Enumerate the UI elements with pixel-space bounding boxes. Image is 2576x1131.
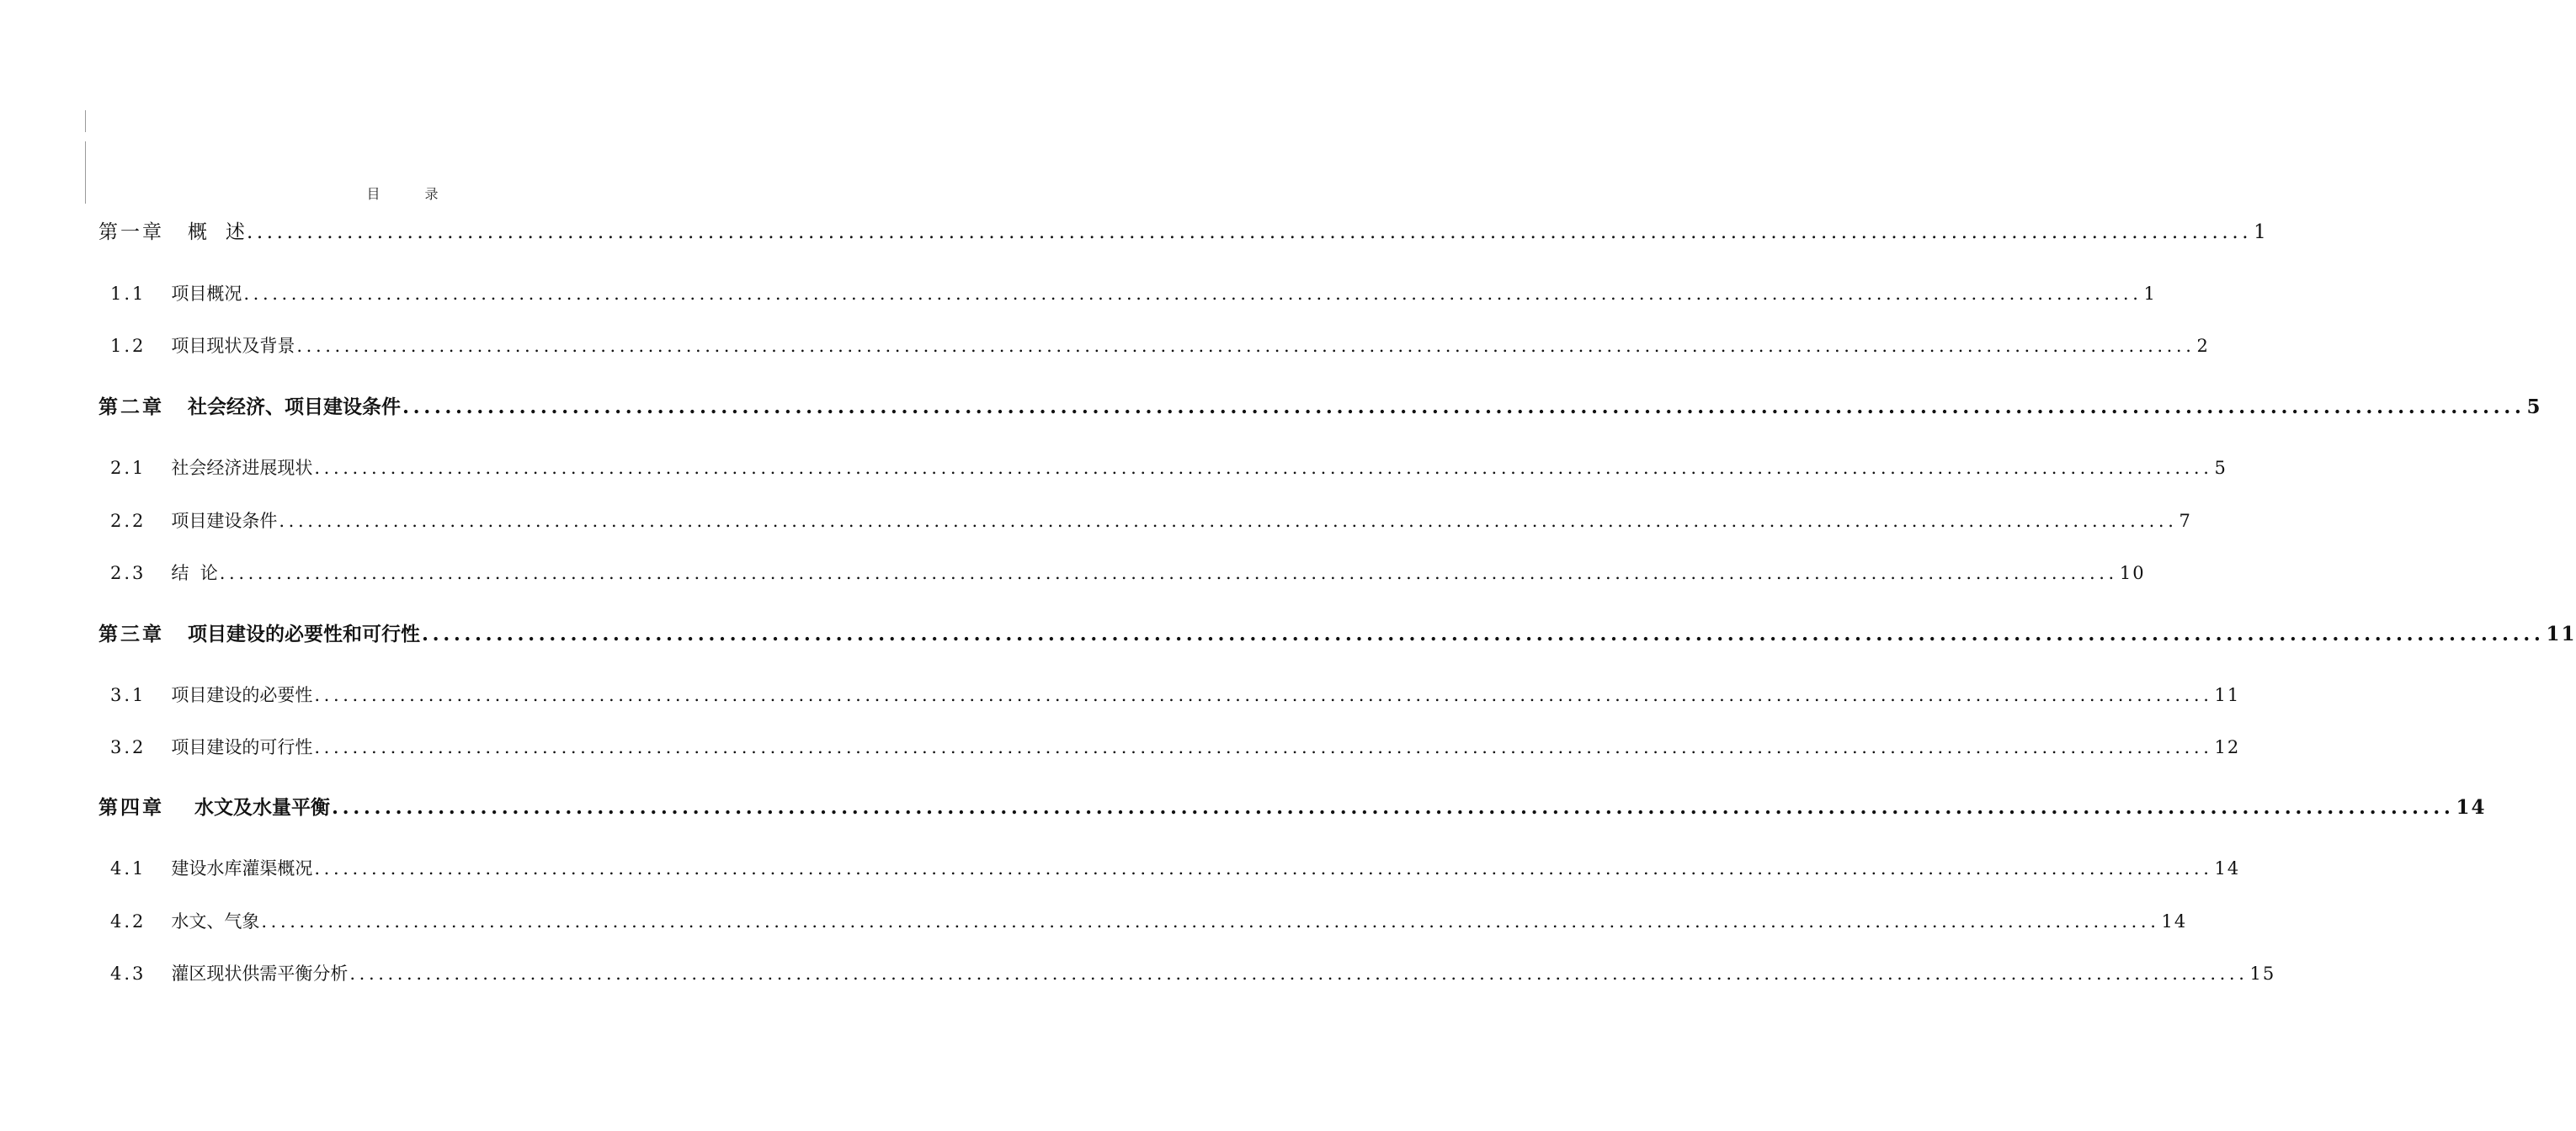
toc-entry-page: 14	[2161, 911, 2188, 932]
toc-entry-page: 1	[2254, 221, 2268, 243]
toc-leader-dots: ........................................................................................................................................................................................................	[296, 336, 2195, 356]
toc-entry-title: 灌区现状供需平衡分析	[171, 964, 349, 984]
toc-leader-dots: ........................................................................................................................................................................................................	[402, 396, 2525, 418]
toc-entry[interactable]	[98, 794, 2487, 822]
toc-entry[interactable]	[98, 454, 2227, 482]
toc-entry[interactable]	[98, 559, 2146, 587]
toc-entry-number: 第三章	[98, 623, 164, 645]
toc-leader-dots: ........................................................................................................................................................................................................	[279, 511, 2178, 531]
toc-entry-number: 4.3	[110, 964, 146, 984]
toc-leader-dots: ........................................................................................................................................................................................................	[314, 737, 2213, 757]
toc-entry-title: 结 论	[171, 563, 218, 583]
toc-entry[interactable]	[98, 507, 2192, 535]
toc-entry-number: 1.2	[110, 336, 146, 356]
toc-entry-title: 建设水库灌渠概况	[171, 858, 313, 879]
toc-entry[interactable]	[98, 733, 2241, 762]
toc-entry-page: 7	[2179, 511, 2192, 531]
toc-leader-dots: ........................................................................................................................................................................................................	[261, 911, 2160, 932]
toc-entry[interactable]	[98, 854, 2241, 883]
toc-entry-number: 4.2	[110, 911, 146, 932]
toc-entry-title: 项目概况	[171, 284, 242, 304]
toc-entry[interactable]	[98, 907, 2188, 936]
toc-entry[interactable]	[98, 218, 2268, 247]
toc-entry[interactable]	[98, 959, 2276, 988]
toc-entry-page: 2	[2196, 336, 2210, 356]
toc-entry-number: 3.2	[110, 737, 146, 757]
toc-entry-number: 第二章	[98, 396, 164, 418]
toc-leader-dots: ........................................................................................................................................................................................................	[349, 964, 2249, 984]
toc-leader-dots: ........................................................................................................................................................................................................	[422, 623, 2545, 645]
toc-entry-title: 项目现状及背景	[171, 336, 295, 356]
toc-entry-title: 水文及水量平衡	[188, 796, 331, 819]
toc-entry-page: 14	[2456, 796, 2487, 819]
toc-entry-number: 2.1	[110, 458, 146, 478]
margin-line	[85, 110, 86, 132]
toc-leader-dots: ........................................................................................................................................................................................................	[314, 685, 2213, 705]
toc-title: 目 录	[366, 186, 459, 202]
toc-leader-dots: ........................................................................................................................................................................................................	[314, 458, 2213, 478]
toc-entry-title: 项目建设的必要性	[171, 685, 313, 705]
toc-entry-number: 1.1	[110, 284, 146, 304]
toc-entry-page: 5	[2214, 458, 2227, 478]
toc-entry-page: 11	[2214, 685, 2241, 705]
toc-entry-number: 2.2	[110, 511, 146, 531]
toc-entry-title: 项目建设条件	[171, 511, 278, 531]
toc-entry-number: 3.1	[110, 685, 146, 705]
toc-entry-page: 12	[2214, 737, 2241, 757]
toc-entry[interactable]	[98, 279, 2157, 308]
toc-entry-title: 概 述	[188, 221, 245, 243]
toc-entry-page: 15	[2249, 964, 2276, 984]
toc-entry-page: 5	[2526, 396, 2542, 418]
toc-leader-dots: ........................................................................................................................................................................................................	[243, 284, 2142, 304]
toc-entry-number: 4.1	[110, 858, 146, 879]
toc-leader-dots: ........................................................................................................................................................................................................	[314, 858, 2213, 879]
toc-entry-page: 10	[2119, 563, 2146, 583]
toc-entry-title: 社会经济进展现状	[171, 458, 313, 478]
toc-leader-dots: ........................................................................................................................................................................................................	[246, 221, 2253, 243]
toc-entry[interactable]	[98, 681, 2241, 709]
toc-entry[interactable]	[98, 620, 2576, 649]
toc-entry[interactable]	[98, 393, 2542, 422]
toc-entry-title: 社会经济、项目建设条件	[188, 396, 401, 418]
toc-entry-number: 2.3	[110, 563, 146, 583]
toc-entry-title: 项目建设的可行性	[171, 737, 313, 757]
toc-entry-page: 1	[2143, 284, 2157, 304]
toc-entry-number: 第四章	[98, 796, 164, 819]
toc-entry-number: 第一章	[98, 221, 164, 243]
toc-leader-dots: ........................................................................................................................................................................................................	[332, 796, 2455, 819]
toc-entry-title: 项目建设的必要性和可行性	[188, 623, 420, 645]
toc-entry-page: 11	[2546, 623, 2576, 645]
toc-leader-dots: ........................................................................................................................................................................................................	[219, 563, 2118, 583]
toc-entry-page: 14	[2214, 858, 2241, 879]
toc-entry[interactable]	[98, 332, 2210, 360]
toc-entry-title: 水文、气象	[171, 911, 260, 932]
